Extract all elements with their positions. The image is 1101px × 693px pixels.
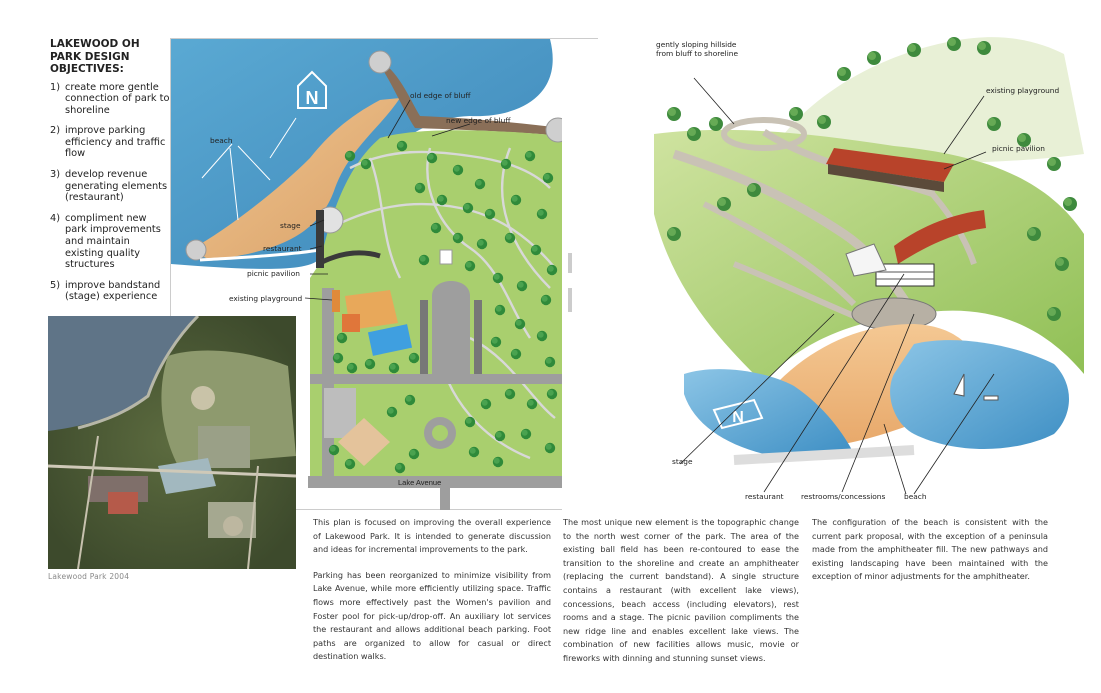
paragraph: Parking has been reorganized to minimize visibility from Lake Avenue, while more efficiently utilizing space. Traffic flows more effectively past the Women's pavilion and Foster pool for pick-up/drop-off. An auxiliary lot services the restaurant and allows additional beach parking. Foot paths are organized to allow for casual or direct destination walks. [313,569,551,662]
parking-lot [432,281,470,383]
old-edge-label: old edge of bluff [410,91,471,100]
perspective-beach-label: beach [904,492,927,501]
overlook-circle [186,240,206,260]
perspective-stage-label: stage [672,457,693,466]
paragraph: This plan is focused on improving the overall experience of Lakewood Park. It is intended to generate discussion and ideas for incremental improvements to the park. [313,517,551,555]
park-road [310,374,562,384]
beach-label: beach [210,136,233,145]
new-edge-label: new edge of bluff [446,116,511,125]
stage-label: stage [280,221,301,230]
perspective-sketch [614,14,1094,506]
objectives-title: LAKEWOOD OH PARK DESIGN OBJECTIVES: [50,38,140,75]
north-label: N [305,88,319,108]
paragraph: The most unique new element is the topographic change to the north west corner of the park. The area of the existing ball field has been re-contoured to ease the transition to the shoreline and create an amphitheater (replacing the current bandstand). A single structure contains a restaurant (with excellent lake views), concessions, beach access (including elevators), rest rooms and a stage. The picnic pavilion compliments the new ridge line and enables excellent lake views. The combination of new facilities allows music, movie or fireworks with dinning and stunning sunset views. [563,517,799,663]
restaurant-label: restaurant [263,244,302,253]
text-column-3 [812,516,1048,596]
objective-item: 1) create more gentle connection of park to shoreline [50,81,170,116]
sidewalk [568,253,572,273]
objective-item: 5) improve bandstand (stage) experience [50,279,161,303]
right-margin [562,39,598,510]
perspective-north-label: N [732,409,744,426]
aerial-image [48,316,296,569]
parking-row [420,300,428,384]
paragraph: The configuration of the beach is consistent with the current park proposal, with the exception of a peninsula made from the amphitheater fill. The new pathways and existing landscaping have been maintained with the exception of minor adjustments for the amphitheater. [812,517,1048,582]
objective-item: 2) improve parking efficiency and traffic flow [50,125,166,160]
picnic-pavilion-label: picnic pavilion [247,269,300,278]
perspective-pavilion-label: picnic pavilion [992,144,1045,153]
objectives-list [50,82,170,304]
roundabout-center [432,425,448,441]
playground-structure [332,290,340,312]
park-entrance [440,476,450,510]
objective-item: 4) compliment new park improvements and maintain existing quality structures [50,212,161,271]
tennis-court [342,314,360,332]
hillside-label: gently sloping hillside from bluff to shoreline [656,40,739,58]
sidewalk [568,288,572,312]
text-column-1 [313,516,551,676]
text-column-2 [563,516,799,678]
park-building [440,250,452,264]
design-objectives [50,38,170,312]
aerial-caption: Lakewood Park 2004 [48,572,130,581]
perspective-restrooms-label: restrooms/concessions [801,492,886,501]
perspective-restaurant-label: restaurant [745,492,784,501]
existing-playground-label: existing playground [229,294,303,303]
objective-item: 3) develop revenue generating elements (restaurant) [50,169,168,204]
lake-avenue-label: Lake Avenue [398,478,442,487]
perspective-playground-label: existing playground [986,86,1060,95]
parking-row [474,300,482,384]
overlook-circle [369,51,391,73]
aerial-photo [48,316,296,569]
